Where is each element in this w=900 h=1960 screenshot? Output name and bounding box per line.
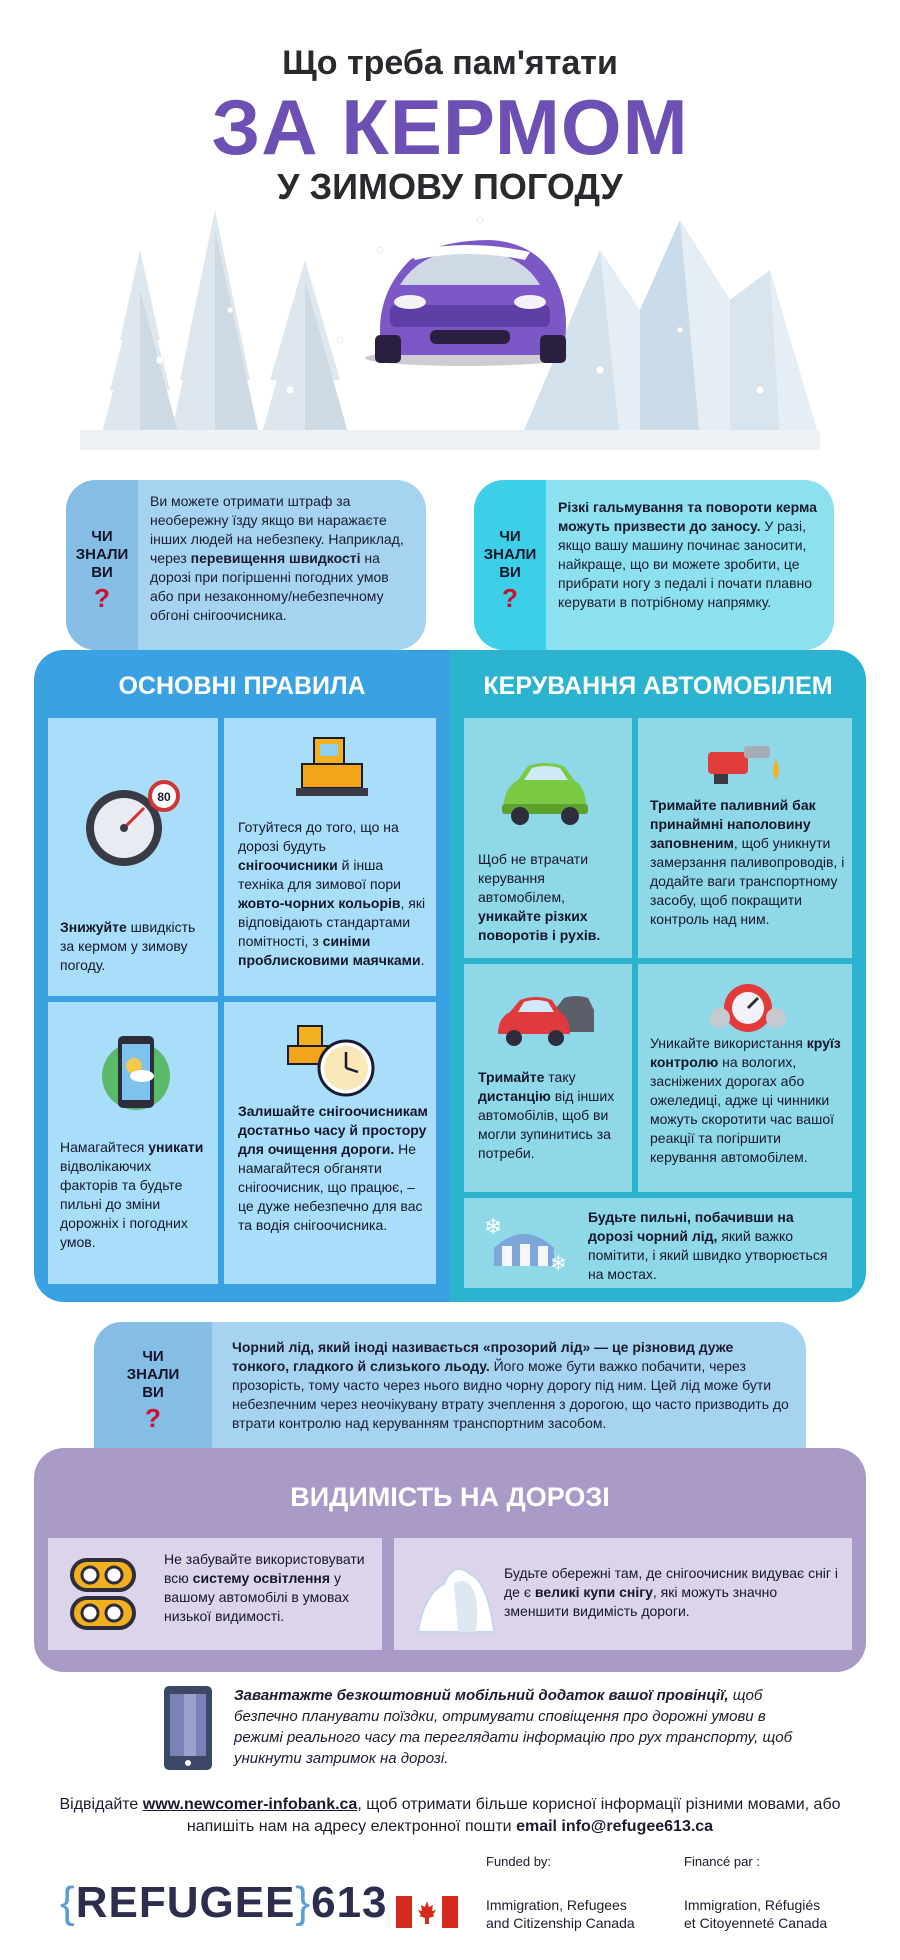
- did-you-know-label: ЧИ ЗНАЛИ ВИ ?: [66, 528, 138, 612]
- did-you-know-text-1: Ви можете отримати штраф за необережну їзду якщо ви наражаєте інших людей на небезпеку. Наприклад, через перевищення швидкості на дорозі при погіршенні погодних умов або при незаконному/небезпечному обгоні снігоочисника.: [150, 493, 404, 623]
- question-mark-icon: ?: [94, 583, 110, 613]
- did-you-know-card-2: [474, 480, 834, 650]
- rule-text-distractions: Намагайтеся уникати відволікаючих факторів та будьте пильні до зміни дорожніх і погодних умов.: [60, 1139, 204, 1250]
- headlights-icon: [68, 1556, 140, 1632]
- smartphone-icon: [162, 1684, 214, 1772]
- snowplow-icon: [294, 732, 370, 802]
- finance-par-label: Financé par :: [684, 1854, 760, 1869]
- did-you-know-text-3: Чорний лід, який іноді називається «прозорий лід» — це різновид дуже тонкого, гладкого й слизького льоду. Його може бути важко побачити, через прозорість, тому часто через нього видно чорну дорогу під ним. Цей лід може бути небезпечним через неочікувану втрату зчеплення з дорогою, що часто призводить до втрати контролю над керуванням транспортним засобом.: [232, 1339, 789, 1431]
- bridge-ice-icon: [474, 1210, 574, 1276]
- snow-pile-icon: [414, 1554, 498, 1636]
- refugee613-logo: {REFUGEE}613: [60, 1878, 388, 1927]
- rule-text-snowplows: Готуйтеся до того, що на дорозі будуть снігоочисники й інша техніка для зимової пори жовто-чорних кольорів, які відповідають стандартами помітності, з синіми проблисковими маячками.: [238, 819, 426, 968]
- cruise-control-icon: [708, 978, 788, 1036]
- driving-panel: [450, 650, 866, 1302]
- visit-text: Відвідайте www.newcomer-infobank.ca, щоб отримати більше корисної інформації різними мовами, або напишіть нам на адресу електронної пошти email info@refugee613.ca: [59, 1796, 841, 1835]
- driving-text-cruise-control: Уникайте використання круїз контролю на вологих, засніжених дорогах або ожеледиці, адже ці чинники можуть скоротити час вашої реакції та погіршити керування автомобілем.: [650, 1035, 841, 1165]
- basic-rules-panel: [34, 650, 450, 1302]
- sub-title: У ЗИМОВУ ПОГОДУ: [277, 166, 623, 207]
- did-you-know-card-3: [94, 1322, 806, 1448]
- winter-car-scene-illustration: [80, 190, 820, 450]
- driving-text-distance: Тримайте таку дистанцію від інших автомобілів, щоб ви могли зупинитись за потреби.: [478, 1069, 615, 1161]
- driving-card-sharp-turns: [464, 718, 632, 958]
- phone-weather-icon: [98, 1030, 174, 1116]
- svg-text:❄: ❄: [550, 1251, 567, 1275]
- speedometer-icon: [82, 778, 182, 868]
- green-car-icon: [494, 758, 594, 828]
- rule-card-plow-space: [224, 1002, 436, 1284]
- main-title: ЗА КЕРМОМ: [211, 83, 689, 171]
- driving-card-cruise-control: [638, 964, 852, 1192]
- funded-by-label: Funded by:: [486, 1854, 552, 1869]
- pre-title: Що треба пам'ятати: [282, 44, 618, 82]
- svg-text:❄: ❄: [484, 1215, 503, 1240]
- driving-card-fuel: [638, 718, 852, 958]
- app-text: Завантажте безкоштовний мобільний додаток вашої провінції, щоб безпечно планувати поїздки, отримувати сповіщення про дорожні умови в режимі реального часу та переглядати інформацію про рух транспорту, щоб уникнути затримок на дорозі.: [234, 1687, 793, 1767]
- rule-card-snowplows: [224, 718, 436, 996]
- rule-text-plow-space: Залишайте снігоочисникам достатньо часу й простору для очищення дороги. Не намагайтеся обганяти снігоочисник, що працює, – це дуже небезпечно для вас та водія снігоочисника.: [238, 1103, 428, 1233]
- visibility-title: ВИДИМІСТЬ НА ДОРОЗІ: [290, 1482, 610, 1512]
- did-you-know-text-2: Різкі гальмування та повороти керма можуть призвести до заносу. У разі, якщо вашу машину починає заносити, найкраще, що ви можете зробити, це прибрати ногу з педалі і почати плавно керувати в потрібному напрямку.: [558, 499, 817, 610]
- did-you-know-label: ЧИ ЗНАЛИ ВИ ?: [474, 528, 546, 612]
- did-you-know-label: ЧИ ЗНАЛИ ВИ ?: [94, 1348, 212, 1432]
- basic-rules-title: ОСНОВНІ ПРАВИЛА: [118, 672, 366, 700]
- visibility-section: [34, 1448, 866, 1672]
- canada-flag-icon: [396, 1896, 458, 1928]
- question-mark-icon: ?: [502, 583, 518, 613]
- question-mark-icon: ?: [145, 1403, 161, 1433]
- rule-card-speed: [48, 718, 218, 996]
- website-link[interactable]: www.newcomer-infobank.ca: [142, 1796, 358, 1813]
- ircc-english-name: Immigration, Refugees and Citizenship Canada: [486, 1897, 635, 1931]
- rule-text-speed: Знижуйте швидкість за кермом у зимову погоду.: [60, 919, 196, 973]
- two-cars-icon: [494, 988, 598, 1048]
- rules-and-driving-section: [34, 650, 866, 1302]
- driving-title: КЕРУВАННЯ АВТОМОБІЛЕМ: [483, 672, 833, 700]
- ircc-french-name: Immigration, Réfugiés et Citoyenneté Canada: [684, 1897, 828, 1931]
- driving-text-fuel: Тримайте паливний бак принаймні наполовину заповненим, щоб уникнути замерзання паливопроводів, і додайте ваги транспортному засобу, щоб покращити контроль над ним.: [650, 797, 845, 927]
- fuel-nozzle-icon: [704, 730, 788, 790]
- svg-text:80: 80: [157, 790, 171, 804]
- visibility-text-lights: Не забувайте використовувати всю систему освітлення у вашому автомобілі в умовах низької видимості.: [164, 1551, 365, 1624]
- driving-text-black-ice: Будьте пильні, побачивши на дорозі чорний лід, який важко помітити, і який швидко утворюється на мостах.: [588, 1209, 828, 1282]
- driving-card-black-ice: [464, 1198, 852, 1288]
- driving-text-sharp-turns: Щоб не втрачати керування автомобілем, уникайте різких поворотів і рухів.: [478, 851, 601, 943]
- visibility-text-snow-piles: Будьте обережні там, де снігоочисник видуває сніг і де є великі купи снігу, які можуть значно зменшити видимість дороги.: [504, 1565, 839, 1619]
- driving-card-distance: [464, 964, 632, 1192]
- visibility-card-snow-piles: [394, 1538, 852, 1650]
- did-you-know-card-1: [66, 480, 426, 650]
- snowplow-clock-icon: [284, 1022, 380, 1098]
- rule-card-distractions: [48, 1002, 218, 1284]
- visibility-card-lights: [48, 1538, 382, 1650]
- email-link[interactable]: email info@refugee613.ca: [516, 1818, 714, 1835]
